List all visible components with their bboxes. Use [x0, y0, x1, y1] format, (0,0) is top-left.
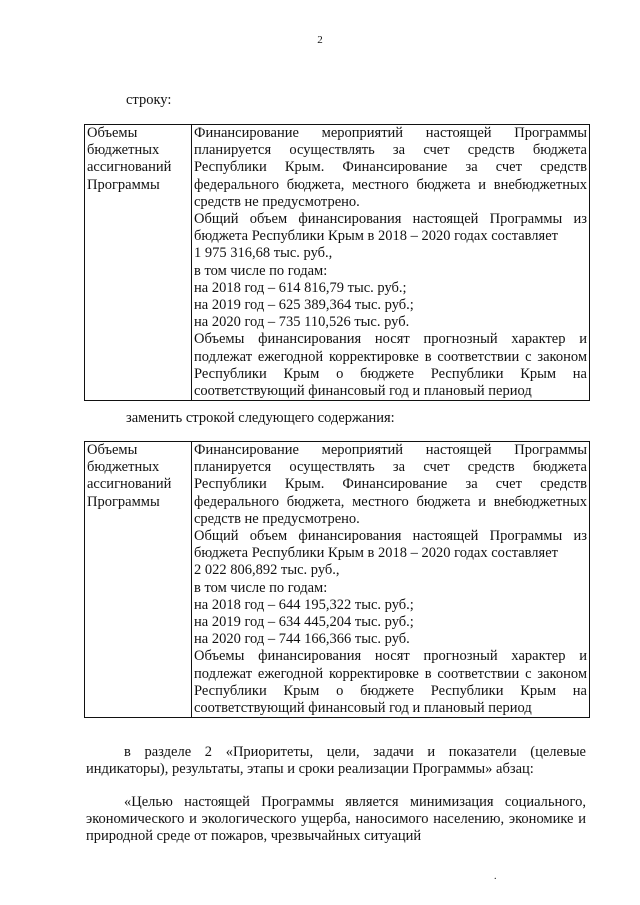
year-2018-amount: на 2018 год – 644 195,322 тыс. руб.; [194, 596, 414, 613]
total-paragraph: Общий объем финансирования настоящей Программы из бюджета Республики Крым в 2018 – 2020 годах составляет [194, 528, 587, 562]
label-line: ассигнований [87, 159, 172, 176]
table-content-cell [192, 442, 590, 718]
label-line: бюджетных [87, 459, 160, 476]
forecast-paragraph: Объемы финансирования носят прогнозный характер и подлежат ежегодной корректировке в соответствии с законом Республики Крым о бюджете Республики Крым на соответствующий финансовый год и плановый период [194, 648, 587, 717]
table-label-cell [85, 125, 192, 401]
table-content-cell [192, 125, 590, 401]
label-line: Программы [87, 493, 160, 510]
year-2018-amount: на 2018 год – 614 816,79 тыс. руб.; [194, 279, 407, 296]
page-number: 2 [317, 34, 323, 46]
by-year-label: в том числе по годам: [194, 579, 328, 596]
label-line: ассигнований [87, 476, 172, 493]
year-2019-amount: на 2019 год – 625 389,364 тыс. руб.; [194, 297, 414, 314]
intro-text: строку: [126, 92, 172, 108]
label-line: бюджетных [87, 142, 160, 159]
total-paragraph: Общий объем финансирования настоящей Программы из бюджета Республики Крым в 2018 – 2020 годах составляет [194, 211, 587, 245]
financing-paragraph: Финансирование мероприятий настоящей Программы планируется осуществлять за счет средств бюджета Республики Крым. Финансирование за счет средств федерального бюджета, местного бюджета и внебюджетных средств не предусмотрено. [194, 125, 587, 210]
section-paragraph: в разделе 2 «Приоритеты, цели, задачи и показатели (целевые индикаторы), результаты, этапы и сроки реализации Программы» абзац: [86, 744, 586, 777]
table-label-cell [85, 442, 192, 718]
label-line: Объемы [87, 442, 138, 458]
year-2020-amount: на 2020 год – 735 110,526 тыс. руб. [194, 314, 410, 331]
forecast-paragraph: Объемы финансирования носят прогнозный характер и подлежат ежегодной корректировке в соответствии с законом Республики Крым о бюджете Республики Крым на соответствующий финансовый год и плановый период [194, 331, 587, 400]
total-amount: 1 975 316,68 тыс. руб., [194, 245, 333, 262]
label-line: Программы [87, 176, 160, 193]
financing-paragraph: Финансирование мероприятий настоящей Программы планируется осуществлять за счет средств бюджета Республики Крым. Финансирование за счет средств федерального бюджета, местного бюджета и внебюджетных средств не предусмотрено. [194, 442, 587, 527]
year-2019-amount: на 2019 год – 634 445,204 тыс. руб.; [194, 614, 414, 631]
year-2020-amount: на 2020 год – 744 166,366 тыс. руб. [194, 631, 410, 648]
total-amount: 2 022 806,892 тыс. руб., [194, 562, 340, 579]
page-mark: . [494, 871, 497, 882]
by-year-label: в том числе по годам: [194, 262, 328, 279]
budget-table-new [84, 441, 590, 718]
replace-text: заменить строкой следующего содержания: [126, 410, 395, 426]
label-line: Объемы [87, 125, 138, 141]
quote-paragraph: «Целью настоящей Программы является минимизация социального, экономического и экологического ущерба, наносимого населению, экономике и природной среде от пожаров, чрезвычайных ситуаций [86, 794, 586, 844]
budget-table-old [84, 124, 590, 401]
